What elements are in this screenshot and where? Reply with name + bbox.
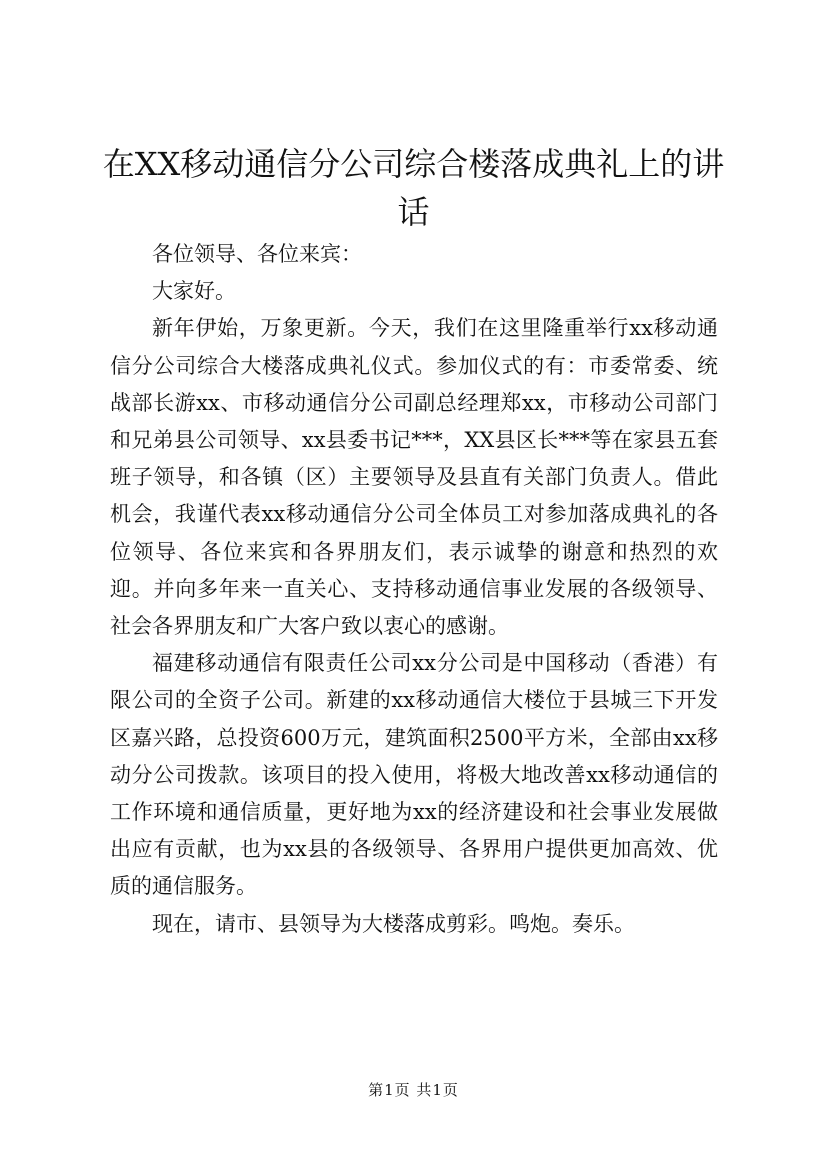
paragraph-closing: 现在，请市、县领导为大楼落成剪彩。鸣炮。奏乐。 <box>152 911 635 936</box>
paragraph-greeting: 各位领导、各位来宾： <box>152 242 362 266</box>
page-footer: 第1页 共1页 <box>368 1081 459 1099</box>
paragraph-opening: 新年伊始，万象更新。今天，我们在这里隆重举行xx移动通信分公司综合大楼落成典礼仪式。参加仪式的有：市委常委、统战部长游xx、市移动通信分公司副总经理郑xx，市移动公司部门和兄弟县公司领导、xx县委书记***，XX县区长***等在家县五套班子领导，和各镇（区）主要领导及县直有关部门负责人。借此机会，我谨代表xx移动通信分公司全体员工对参加落成典礼的各位领导、各位来宾和各界朋友们，表示诚挚的谢意和热烈的欢迎。并向多年来一直关心、支持移动通信事业发展的各级领导、社会各界朋友和广大客户致以衷心的感谢。 <box>110 316 718 639</box>
paragraph-company-intro: 福建移动通信有限责任公司xx分公司是中国移动（香港）有限公司的全资子公司。新建的xx移动通信大楼位于县城三下开发区嘉兴路，总投资600万元，建筑面积2500平方米，全部由xx移动分公司拨款。该项目的投入使用，将极大地改善xx移动通信的工作环境和通信质量，更好地为xx的经济建设和社会事业发展做出应有贡献，也为xx县的各级领导、各界用户提供更加高效、优质的通信服务。 <box>110 651 718 899</box>
document-title: 在XX移动通信分公司综合楼落成典礼上的讲话 <box>102 145 725 231</box>
paragraph-hello: 大家好。 <box>152 279 236 304</box>
document-body <box>110 236 718 943</box>
